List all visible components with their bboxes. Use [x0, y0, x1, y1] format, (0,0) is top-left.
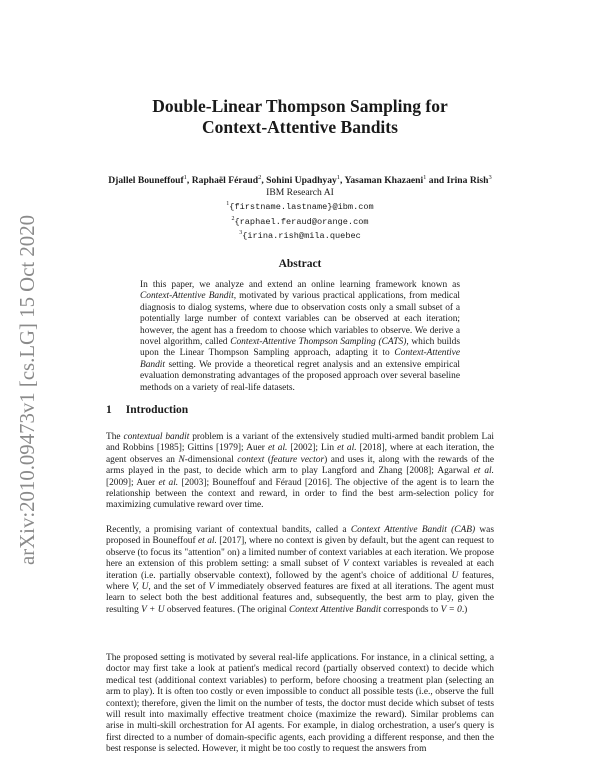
author-2-affil-mark: 2: [258, 174, 262, 181]
paragraph-text: problem is a variant of the extensively studied multi-armed bandit problem Lai and Robbins [1985]; Gittins [1979]; Auer: [106, 432, 495, 454]
author-3-affil-mark: 1: [336, 174, 341, 181]
author-4: Yasaman Khazaeni: [344, 175, 424, 187]
paragraph-math: V, U: [131, 582, 149, 593]
paragraph-emphasis: Context Attentive Bandit: [288, 604, 381, 615]
email-3[interactable]: [60, 228, 540, 242]
paragraph-text: [2018], where at each iteration, the agent observes an: [106, 443, 494, 465]
email-3-text: {irina.rish@mila.quebec: [242, 230, 361, 241]
paragraph-math: U: [451, 570, 459, 581]
paragraph-emphasis: contextual bandit: [123, 432, 190, 442]
author-5: Irina Rish: [446, 175, 489, 187]
author-4-affil-mark: 1: [423, 174, 427, 181]
paragraph-emphasis: feature vector: [270, 454, 325, 465]
paragraph-text: ) and uses it, along with the rewards of the arms played in the past, to decide which arm to play Langford and Zhang [2008]; Agarwal: [106, 454, 494, 477]
paragraph-text: context variables is revealed at each iteration (i.e. partially observable context), followed by the agent's choice of additional: [106, 559, 494, 581]
email-3-mark: 3: [239, 229, 243, 236]
paragraph-math: V: [208, 582, 215, 593]
paragraph-emphasis: et al.: [337, 443, 357, 454]
paragraph-emphasis: et al.: [473, 466, 494, 477]
paragraph-emphasis: context: [237, 454, 265, 465]
paragraph-text: corresponds to: [380, 604, 441, 615]
author-block: [60, 172, 540, 242]
abstract-emphasis: Context-Attentive Bandit: [140, 291, 234, 302]
title-line-1: Double-Linear Thompson Sampling for: [152, 96, 448, 116]
section-number: 1: [106, 404, 112, 416]
author-2: Raphaël Féraud: [191, 175, 259, 187]
paragraph-math: V: [342, 559, 349, 570]
paragraph-text: , and the set of: [148, 582, 209, 593]
affiliation: IBM Research AI: [266, 187, 334, 199]
author-3: Sohini Upadhyay: [266, 175, 337, 187]
intro-paragraph-1: [106, 432, 494, 512]
abstract-text: setting. We provide a theoretical regret analysis and an extensive empirical evaluation demonstrating advantages of the proposed approach over several baseline methods on a variety of real-life datasets.: [140, 359, 460, 393]
email-2[interactable]: [60, 214, 540, 228]
paragraph-emphasis: Context Attentive Bandit (CAB): [350, 525, 476, 535]
paragraph-text: was proposed in Bouneffouf: [106, 525, 494, 547]
email-1-mark: 1: [226, 201, 230, 208]
author-1-affil-mark: 1: [183, 174, 187, 181]
abstract-text: In this paper, we analyze and extend an online learning framework known as: [140, 280, 460, 290]
abstract-text: , which builds upon the Linear Thompson Sampling approach, adapting it to: [140, 337, 460, 359]
paragraph-text: [2002]; Lin: [287, 443, 338, 454]
paragraph-text: [2003]; Bouneffouf and Féraud [2016]. The objective of the agent is to learn the relationship between the context and reward, in order to find the best arm-selection policy for maximizing cumulative reward over time.: [106, 477, 495, 511]
email-2-text: {raphael.feraud@orange.com: [234, 216, 369, 227]
abstract-heading: Abstract: [278, 258, 322, 270]
paragraph-text: immediately observed features are fixed at all iterations. The agent must learn to select both the best additional features and, subsequently, the best arm to play, given the resulting: [106, 582, 494, 615]
paper-title: [100, 96, 500, 138]
paragraph-text: .): [461, 604, 468, 615]
paragraph-text: observed features. (The original: [164, 604, 289, 615]
paragraph-emphasis: et al.: [267, 443, 288, 454]
author-separator: ,: [186, 175, 192, 187]
email-1-text: {firstname.lastname}@ibm.com: [229, 202, 374, 213]
abstract-emphasis: Context-Attentive Bandit: [140, 348, 460, 370]
intro-paragraph-3: The proposed setting is motivated by several real-life applications. For instance, in a clinical setting, a doctor may first take a look at patient's medical record (partially observed context) to decide which medical test (additional context variables) to perform, before choosing a treatment plan (selecting an arm to play). It is often too costly or even impossible to conduct all possible tests (i.e., observe the full context); therefore, given the limit on the number of tests, the doctor must decide which subset of tests will result into maximally effective treatment choice (maximize the reward). Similar problems can arise in multi-skill orchestration for AI agents. For example, in dialog orchestration, a user's query is first directed to a number of domain-specific agents, each providing a different response, and then the best response is selected. However, it might be too costly to request the answers from: [106, 653, 494, 755]
author-names: [60, 172, 540, 187]
paragraph-text: Recently, a promising variant of contextual bandits, called a: [106, 525, 351, 535]
email-2-mark: 2: [231, 215, 235, 222]
abstract-body: [140, 280, 460, 394]
paragraph-text: features, where: [106, 570, 494, 593]
author-conjunction: and: [426, 175, 447, 187]
paragraph-text: [2009]; Auer: [106, 477, 159, 488]
paragraph-emphasis: et al.: [158, 477, 179, 488]
arxiv-stamp-graphic: [4, 210, 46, 570]
abstract-emphasis: Context-Attentive Thompson Sampling (CATS): [230, 337, 407, 348]
author-5-affil-mark: 3: [488, 174, 492, 181]
paragraph-math: N: [178, 454, 185, 465]
title-line-2: Context-Attentive Bandits: [202, 117, 398, 137]
section-heading-introduction: [106, 404, 188, 416]
paragraph-math: V + U: [141, 604, 165, 615]
email-1[interactable]: [60, 199, 540, 213]
arxiv-identifier-stamp[interactable]: [4, 210, 46, 570]
intro-paragraph-2: [106, 525, 494, 616]
author-separator: ,: [261, 175, 267, 187]
paragraph-text: The: [106, 432, 124, 442]
author-separator: ,: [340, 175, 345, 187]
paragraph-text: (: [264, 454, 271, 465]
paragraph-math: V = 0: [440, 604, 462, 615]
section-title: Introduction: [125, 404, 189, 416]
paragraph-emphasis: et al.: [198, 536, 217, 547]
arxiv-stamp-text: arXiv:2010.09473v1 [cs.LG] 15 Oct 2020: [15, 211, 39, 565]
paragraph-text: [2017], where no context is given by default, but the agent can request to observe (to focus its "attention" on) a limited number of context variables at each iteration. We propose here an extension of this problem setting: a small subset of: [106, 536, 494, 570]
paragraph-text: -dimensional: [184, 454, 238, 465]
abstract-text: , motivated by various practical applications, from medical diagnosis to dialog systems, where due to observation costs only a small subset of a potentially large number of context variables can be observed at each iteration; however, the agent has a freedom to choose which variables to observe. We derive a novel algorithm, called: [140, 291, 460, 348]
author-1: Djallel Bouneffouf: [108, 175, 184, 187]
